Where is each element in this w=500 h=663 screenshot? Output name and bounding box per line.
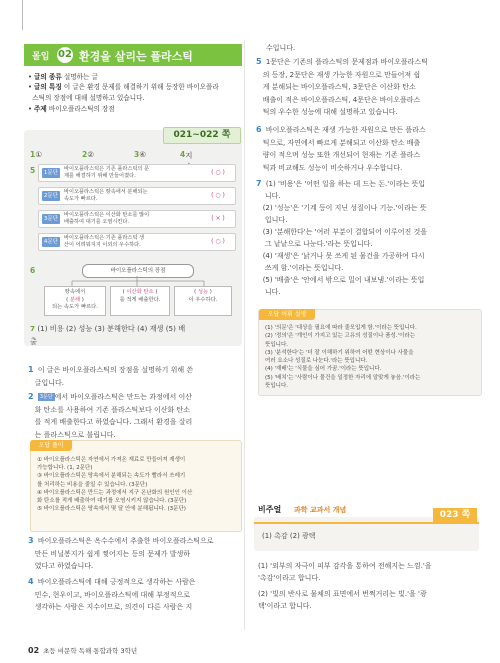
- page-number: 02: [28, 646, 40, 655]
- explanation-6: 6 바이오플라스틱은 재생 가능한 자원으로 만든 플라스 틱으로, 자연에서 빠르게 분해되고 이산화 탄소 배출 량이 적으며 성능 또한 개선되어 현재는 기존 플라스 틱과 비교해도 성능이 비슷하거나 우수합니다.: [256, 125, 426, 172]
- page-footer: [28, 646, 137, 655]
- page-badge: 021~022 쪽: [163, 127, 241, 144]
- concept-box: [254, 505, 479, 551]
- book-title: 초등 비문학 독해 통합과학 3학년: [43, 647, 138, 655]
- info-theme: • 주제 바이오플라스틱의 장점: [28, 105, 115, 113]
- info-genre: • 글의 종류 설명하는 글: [28, 73, 98, 81]
- info-feature: • 글의 특징 이 글은 환경 문제를 해결하기 위해 등장한 바이오플라 스틱의 장점에 대해 설명하고 있습니다.: [28, 83, 219, 102]
- wrong-answer-box: [30, 440, 242, 532]
- q6-number: 6: [30, 266, 36, 275]
- column-divider: [244, 40, 245, 630]
- concept-explanation-1: (1) '외부의 자극이 피부 감각을 통하여 전해지는 느낌.'을 '촉감'이라고 합니다.: [258, 562, 432, 582]
- wrong-answer-list: ① 바이오플라스틱은 자연에서 가져온 재료로 만들어져 재생이 가능합니다. (1, 2문단) ③ 바이오플라스틱은 땅속에서 분해되는 속도가 빨라서 쓰레기 를 처리하는 비용을 줄일 수 있습니다. (3문단) ④ 바이오플라스틱은 만드는 과정에서 지구 온난화의 원인인 이산 화 탄소를 적게 배출하여 대기를 오염시키지 않습니다. (3문단) ⑤ 바이오플라스틱은 땅속에서 몇 달 안에 분해됩니다. (3문단): [37, 457, 193, 513]
- explanation-3: 3 바이오플라스틱은 옥수수에서 추출한 바이오플라스틱으로 만든 비닐봉지가 쉽게 찢어지는 등의 문제가 발생하 였다고 하였습니다.: [28, 536, 214, 570]
- wrong-answer-tag: 오답 풀이: [30, 440, 72, 451]
- q6-box-1: 땅속에서 ( 분해 ) 되는 속도가 빠르다.: [44, 286, 106, 316]
- q5-row: 3문단 바이오플라스틱은 이산화 탄소를 많이 배출하여 대기를 오염시킨다. ( × ): [38, 210, 236, 228]
- top-edge-line: [22, 0, 23, 30]
- q5-row: 2문단 바이오플라스틱은 땅속에서 분해되는 속도가 빠르다. ( ○ ): [38, 187, 236, 205]
- explanation-4: 4 바이오플라스틱에 대해 긍정적으로 생각하는 사람은 민수, 현우이고, 바이오플라스틱에 대해 부정적으로 생각하는 사람은 지수이므로, 의견이 다른 사람은 지: [28, 577, 196, 611]
- vocab-tag: 오답 어휘 설명: [259, 309, 315, 320]
- explanation-7: 7 (1) '비용'은 '어떤 일을 하는 데 드는 돈.'이라는 뜻입 니다. (2) '성능'은 '기계 등이 지닌 성질이나 기능.'이라는 뜻 입니다. (3) '분해한다'는 '여러 부분이 결합되어 이루어진 것을 그 낱낱으로 나눈다.'라는 뜻입니다. (4) '재생'은 '낡거나 못 쓰게 된 물건을 가공하여 다시 쓰게 함.'이라는 뜻입니다. (5) '배출'은 '안에서 밖으로 밀어 내보냄.'이라는 뜻입 니다.: [256, 179, 427, 296]
- q5-row: 1문단 바이오플라스틱은 기존 플라스틱의 문 제를 해결하기 위해 만들어졌다. ( ○ ): [38, 164, 236, 182]
- explanation-1: 1 이 글은 바이오플라스틱의 장점을 설명하기 위해 쓴 글입니다.: [28, 365, 194, 387]
- q6-root-node: 바이오플라스틱의 장점: [82, 264, 194, 278]
- q6-box-3: ( 성능 ) 이 우수하다.: [174, 286, 232, 316]
- q5-number: 5: [30, 166, 36, 175]
- section-label: 몰입: [32, 52, 50, 62]
- explanation-5: 5 1문단은 기존의 플라스틱의 문제점과 바이오플라스틱 의 등장, 2문단은 재생 가능한 자원으로 만들어져 쉽 게 분해되는 바이오플라스틱, 3문단은 이산화 탄소 배출이 적은 바이오플라스틱, 4문단은 바이오플라스 틱의 우수한 성능에 대해 설명하고 있습니다.: [256, 57, 428, 116]
- concept-explanation-2: (2) '빛의 반사로 물체의 표면에서 번쩍거리는 빛.'을 '광 택'이라고 합니다.: [258, 590, 427, 610]
- vocab-list: (1) '의문'은 '대상을 필요에 따라 줄모입게 함.'이라는 뜻입니다. (2) '정의'은 '개인이 가지고 있는 고유의 성질이나 품성.'이라는 뜻입니다. (3) '분석한다'는 '더 잘 이해하기 위하여 어떤 현상이나 사물을 여러 요소나 성질로 나눈다.'라는 뜻입니다. (4) '재배'는 '식물을 심어 가꿈.'이라는 뜻입니다. (5) '배치'는 '사람이나 물건을 일정한 자리에 알맞게 놓음.'이라는 뜻입니다.: [265, 325, 421, 390]
- concept-page-badge: 023 쪽: [433, 508, 477, 522]
- concept-header: 비주얼 과학 교과서 개념: [254, 510, 479, 524]
- section-title: 환경을 살리는 플라스틱: [79, 50, 193, 63]
- explanation-2: 2 3문단 에서 바이오플라스틱은 만드는 과정에서 이산 화 탄소를 사용하여 기존 플라스틱보다 이산화 탄소 를 적게 배출한다고 하였습니다. 그래서 환경을 살리 는 플라스틱으로 불립니다.: [28, 392, 193, 439]
- q6-box-2: ( 이산화 탄소 ) 를 적게 배출한다.: [110, 286, 170, 316]
- concept-answers: (1) 촉감 (2) 광택: [262, 532, 316, 540]
- q5-row: 4문단 바이오플라스틱은 기존 플라스틱 생 산이 어려워지지 이외의 우수하다. ( ○ ): [38, 233, 236, 251]
- q7-answers: 7 (1) 비용 (2) 성능 (3) 분해한다 (4) 재생 (5) 배 출: [30, 324, 186, 346]
- section-number: 02: [57, 47, 73, 63]
- vocab-box: [258, 309, 482, 396]
- explanation-4-cont: 수입니다.: [266, 44, 296, 52]
- section-header: [24, 44, 242, 66]
